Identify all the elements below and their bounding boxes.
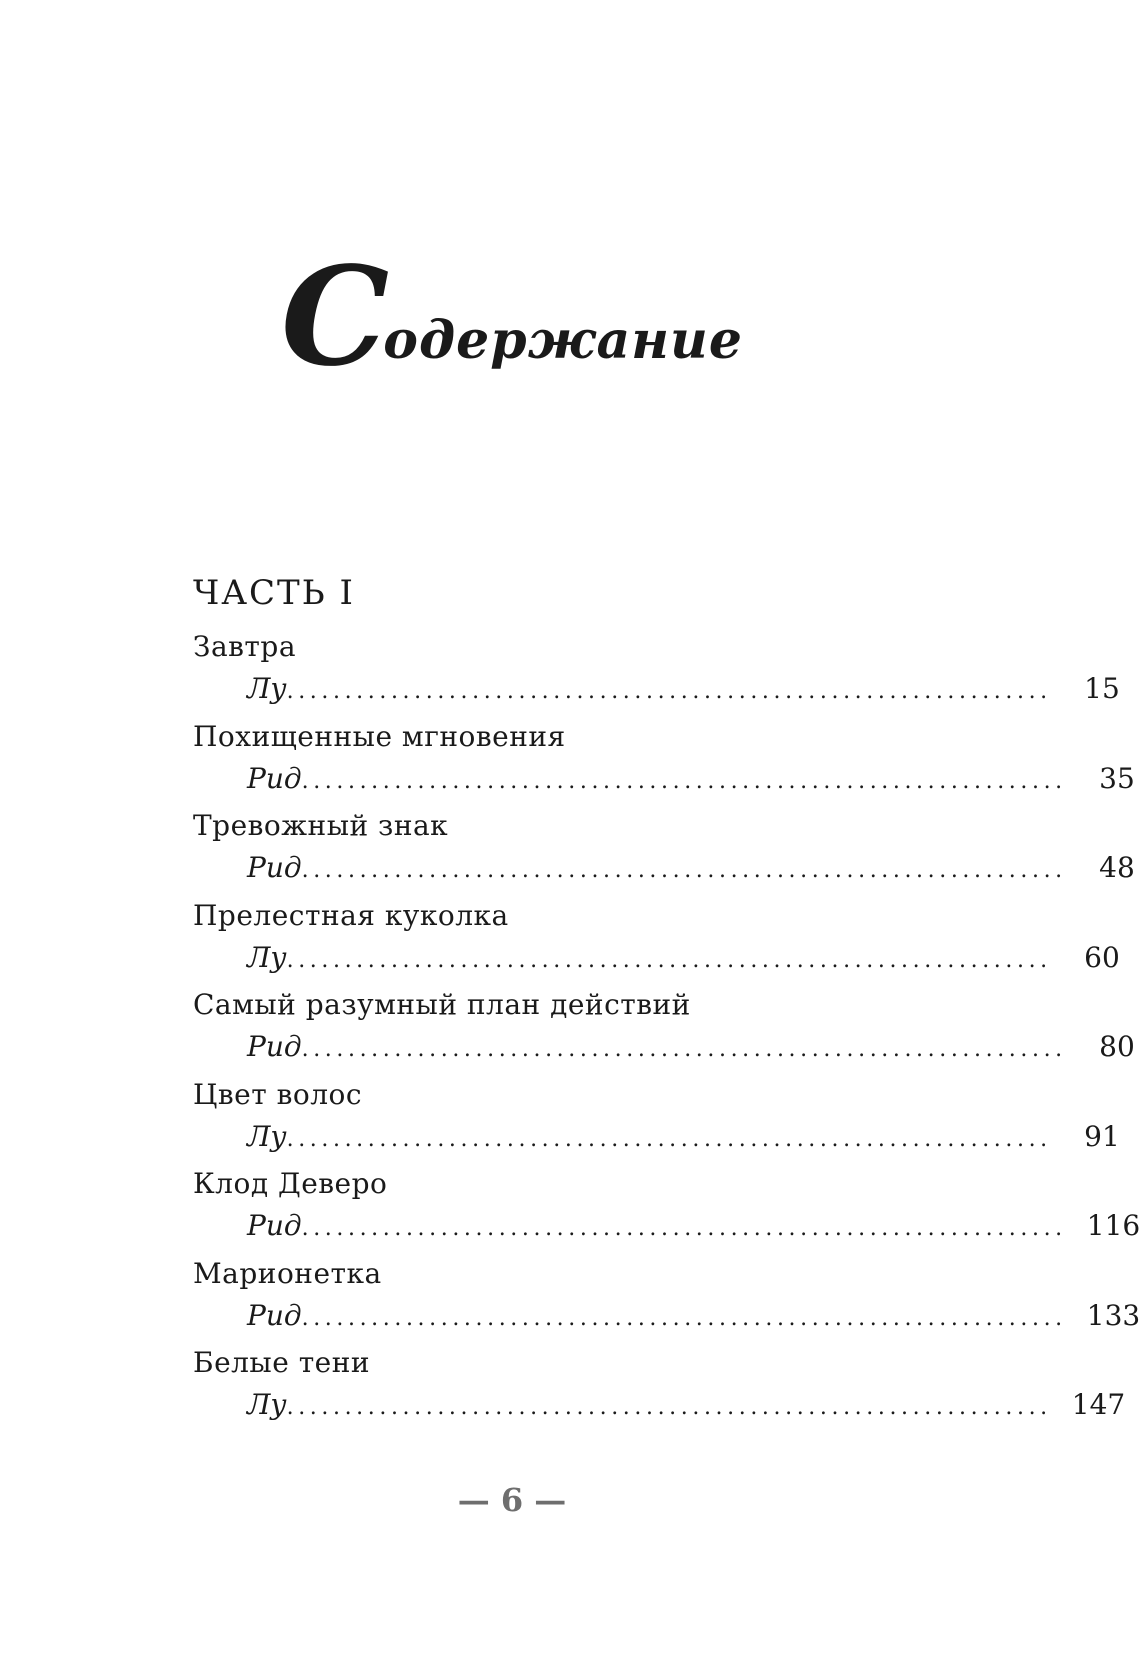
title-rest: одержание — [383, 310, 743, 372]
toc-entry[interactable] — [193, 1077, 1120, 1168]
toc-entry[interactable] — [193, 1346, 1126, 1436]
author-line — [247, 761, 1135, 798]
table-of-contents — [193, 630, 1140, 1436]
author-line — [247, 1119, 1120, 1156]
author-line — [247, 940, 1120, 977]
title-initial-letter: С — [281, 237, 384, 398]
page-number: 48 — [1099, 851, 1135, 884]
page-number: 91 — [1084, 1119, 1120, 1153]
toc-entry[interactable] — [193, 719, 1135, 810]
author-name: Лу — [247, 672, 287, 705]
dot-leader: .................................................................. — [286, 1126, 1052, 1152]
page-number: 80 — [1099, 1030, 1135, 1063]
page-folio: — 6 — — [457, 1481, 567, 1519]
chapter-title[interactable]: Тревожный знак — [193, 809, 449, 842]
chapter-title[interactable]: Цвет волос — [193, 1077, 363, 1111]
author-name: Рид — [247, 851, 302, 884]
dot-leader: .................................................................. — [286, 947, 1052, 973]
chapter-title[interactable]: Клод Деверо — [193, 1167, 388, 1200]
page-title — [0, 237, 1024, 398]
author-name: Рид — [247, 1298, 302, 1332]
chapter-title[interactable]: Марионетка — [193, 1256, 382, 1290]
toc-entry[interactable] — [193, 1256, 1140, 1347]
dot-leader: .................................................................. — [286, 1395, 1052, 1420]
toc-entry[interactable] — [193, 988, 1135, 1078]
author-name: Рид — [247, 761, 302, 795]
toc-entry[interactable] — [193, 630, 1120, 720]
dot-leader: .................................................................. — [301, 768, 1067, 794]
chapter-title[interactable]: Прелестная куколка — [193, 898, 509, 932]
dot-leader: .................................................................. — [301, 1305, 1067, 1331]
dot-leader: .................................................................. — [286, 679, 1052, 704]
page-number: 116 — [1086, 1209, 1140, 1242]
chapter-title[interactable]: Белые тени — [193, 1346, 371, 1379]
author-name: Лу — [247, 1388, 287, 1421]
chapter-title[interactable]: Завтра — [193, 630, 297, 663]
chapter-title[interactable]: Похищенные мгновения — [193, 719, 566, 753]
author-line — [247, 851, 1135, 887]
author-line — [247, 1298, 1140, 1335]
toc-entry[interactable] — [193, 809, 1135, 899]
author-line — [247, 672, 1120, 708]
dot-leader: .................................................................. — [301, 858, 1067, 883]
toc-entry[interactable] — [193, 1167, 1140, 1257]
author-line — [247, 1209, 1140, 1245]
chapter-title[interactable]: Самый разумный план действий — [193, 988, 691, 1021]
dot-leader: .................................................................. — [301, 1037, 1067, 1062]
part-heading: ЧАСТЬ I — [193, 573, 355, 613]
page-number: 35 — [1099, 761, 1135, 795]
author-line — [247, 1030, 1135, 1066]
author-line — [247, 1388, 1126, 1424]
page-number: 60 — [1084, 940, 1120, 974]
author-name: Рид — [247, 1030, 302, 1063]
author-name: Лу — [247, 940, 287, 974]
page-number: 133 — [1086, 1298, 1140, 1332]
page-number: 147 — [1071, 1388, 1126, 1421]
page-number: 15 — [1084, 672, 1120, 705]
dot-leader: .................................................................. — [301, 1216, 1067, 1241]
author-name: Рид — [247, 1209, 302, 1242]
author-name: Лу — [247, 1119, 287, 1153]
toc-entry[interactable] — [193, 898, 1120, 989]
